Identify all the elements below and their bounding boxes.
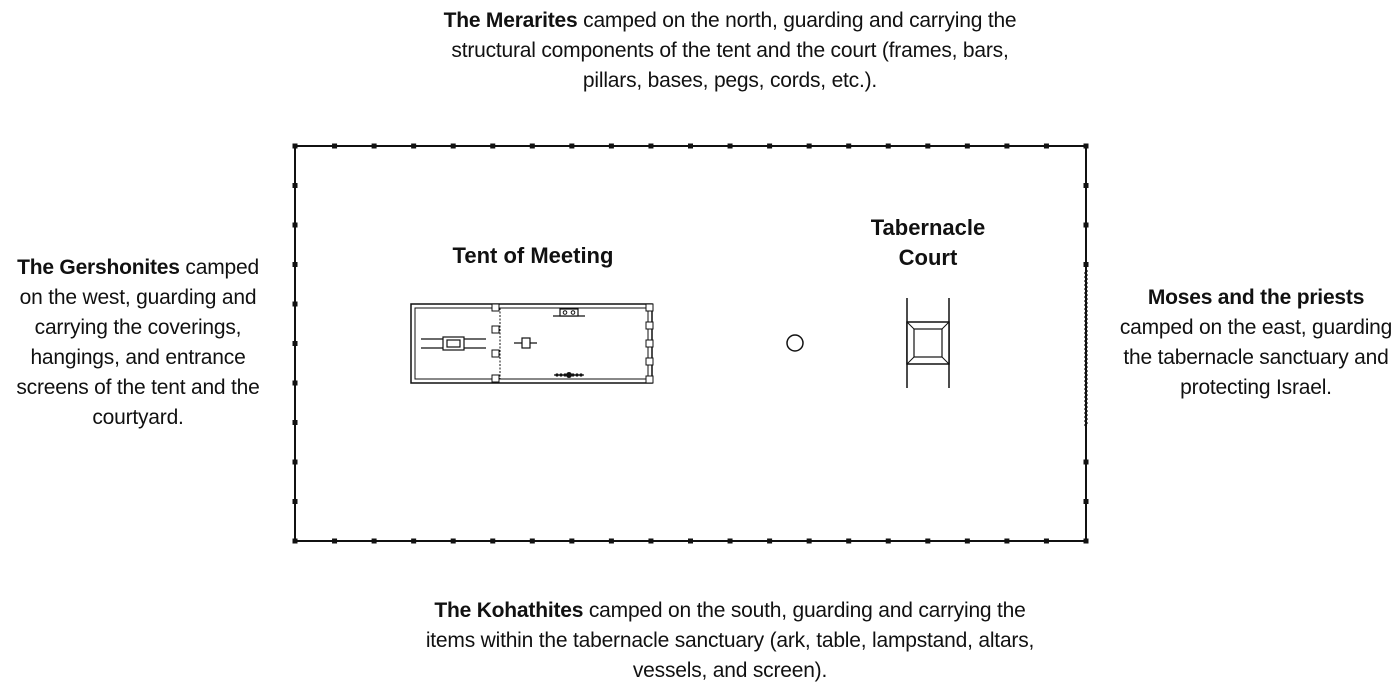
courtyard-post bbox=[728, 539, 733, 544]
courtyard-post bbox=[609, 144, 614, 149]
north-caption bbox=[420, 6, 1040, 96]
courtyard-post bbox=[925, 539, 930, 544]
ark-symbol bbox=[421, 337, 486, 350]
courtyard-post bbox=[293, 223, 298, 228]
laver-symbol bbox=[787, 335, 803, 351]
south-caption-text: camped on the south, guarding and carrying the items within the tabernacle sanctuary (ark, table, lampstand, altars, vessels, and screen). bbox=[425, 599, 1035, 682]
entrance-pillar bbox=[646, 358, 653, 365]
courtyard-post bbox=[293, 144, 298, 149]
lampstand-symbol bbox=[554, 372, 584, 378]
courtyard-post bbox=[490, 539, 495, 544]
south-caption-heading: The Kohathites bbox=[434, 599, 584, 622]
veil-pillar bbox=[492, 350, 499, 357]
courtyard-post bbox=[1084, 539, 1089, 544]
entrance-pillar bbox=[646, 322, 653, 329]
courtyard-post bbox=[688, 144, 693, 149]
courtyard-post bbox=[530, 539, 535, 544]
courtyard-post bbox=[1044, 144, 1049, 149]
courtyard-post bbox=[372, 539, 377, 544]
courtyard-post bbox=[293, 539, 298, 544]
courtyard-post bbox=[886, 539, 891, 544]
courtyard-post bbox=[293, 420, 298, 425]
tent-of-meeting-label: Tent of Meeting bbox=[452, 243, 614, 268]
north-caption-heading: The Merarites bbox=[443, 9, 578, 32]
courtyard-post bbox=[451, 144, 456, 149]
courtyard-post bbox=[569, 539, 574, 544]
west-caption bbox=[4, 253, 272, 433]
courtyard-post bbox=[332, 144, 337, 149]
table-symbol bbox=[553, 309, 585, 316]
courtyard-post bbox=[1084, 183, 1089, 188]
courtyard-post bbox=[293, 499, 298, 504]
courtyard-post bbox=[293, 460, 298, 465]
courtyard-post bbox=[1084, 499, 1089, 504]
courtyard-post bbox=[886, 144, 891, 149]
entrance-pillar bbox=[646, 376, 653, 383]
courtyard-post bbox=[728, 144, 733, 149]
courtyard-boundary bbox=[295, 146, 1086, 541]
courtyard-post bbox=[846, 144, 851, 149]
courtyard-post bbox=[965, 539, 970, 544]
courtyard-post bbox=[965, 144, 970, 149]
courtyard-post bbox=[293, 341, 298, 346]
courtyard-post bbox=[1084, 262, 1089, 267]
courtyard-post bbox=[372, 144, 377, 149]
entrance-pillar bbox=[646, 304, 653, 311]
courtyard-post bbox=[609, 539, 614, 544]
tent-of-meeting bbox=[411, 304, 653, 383]
courtyard-post bbox=[846, 539, 851, 544]
courtyard-post bbox=[569, 144, 574, 149]
incense-altar-symbol bbox=[514, 338, 537, 348]
west-caption-heading: The Gershonites bbox=[17, 256, 180, 279]
courtyard-post bbox=[451, 539, 456, 544]
courtyard-post bbox=[1004, 144, 1009, 149]
courtyard-post bbox=[411, 144, 416, 149]
courtyard-post bbox=[688, 539, 693, 544]
courtyard-post bbox=[648, 144, 653, 149]
courtyard-post bbox=[767, 144, 772, 149]
courtyard-post bbox=[530, 144, 535, 149]
courtyard-post bbox=[1084, 223, 1089, 228]
east-caption-text: camped on the east, guarding the tabernacle sanctuary and protecting Israel. bbox=[1119, 316, 1393, 399]
courtyard-post bbox=[648, 539, 653, 544]
south-caption bbox=[420, 596, 1040, 686]
courtyard-post bbox=[807, 144, 812, 149]
courtyard-post bbox=[1084, 144, 1089, 149]
east-caption-heading: Moses and the priests bbox=[1147, 286, 1365, 309]
courtyard-post bbox=[332, 539, 337, 544]
courtyard-post bbox=[293, 262, 298, 267]
courtyard-post bbox=[1004, 539, 1009, 544]
veil-pillar bbox=[492, 304, 499, 311]
burnt-offering-altar-symbol bbox=[907, 298, 949, 388]
north-caption-text: camped on the north, guarding and carrying the structural components of the tent and the court (frames, bars, pillars, bases, pegs, cords, etc.). bbox=[451, 9, 1017, 92]
courtyard-post bbox=[490, 144, 495, 149]
tabernacle-court-label: Tabernacle Court bbox=[870, 215, 986, 270]
veil-pillar bbox=[492, 326, 499, 333]
courtyard-post bbox=[1044, 539, 1049, 544]
west-caption-text: camped on the west, guarding and carrying the coverings, hangings, and entrance screens of the tent and the courtyard. bbox=[16, 256, 260, 429]
courtyard-post bbox=[807, 539, 812, 544]
courtyard-post bbox=[293, 381, 298, 386]
veil-pillar bbox=[492, 375, 499, 382]
entrance-pillar bbox=[646, 340, 653, 347]
courtyard-post bbox=[293, 302, 298, 307]
courtyard-post bbox=[411, 539, 416, 544]
courtyard-post bbox=[293, 183, 298, 188]
courtyard-post bbox=[925, 144, 930, 149]
courtyard-posts bbox=[293, 144, 1089, 544]
east-caption bbox=[1112, 283, 1400, 403]
courtyard-post bbox=[767, 539, 772, 544]
courtyard-post bbox=[1084, 460, 1089, 465]
